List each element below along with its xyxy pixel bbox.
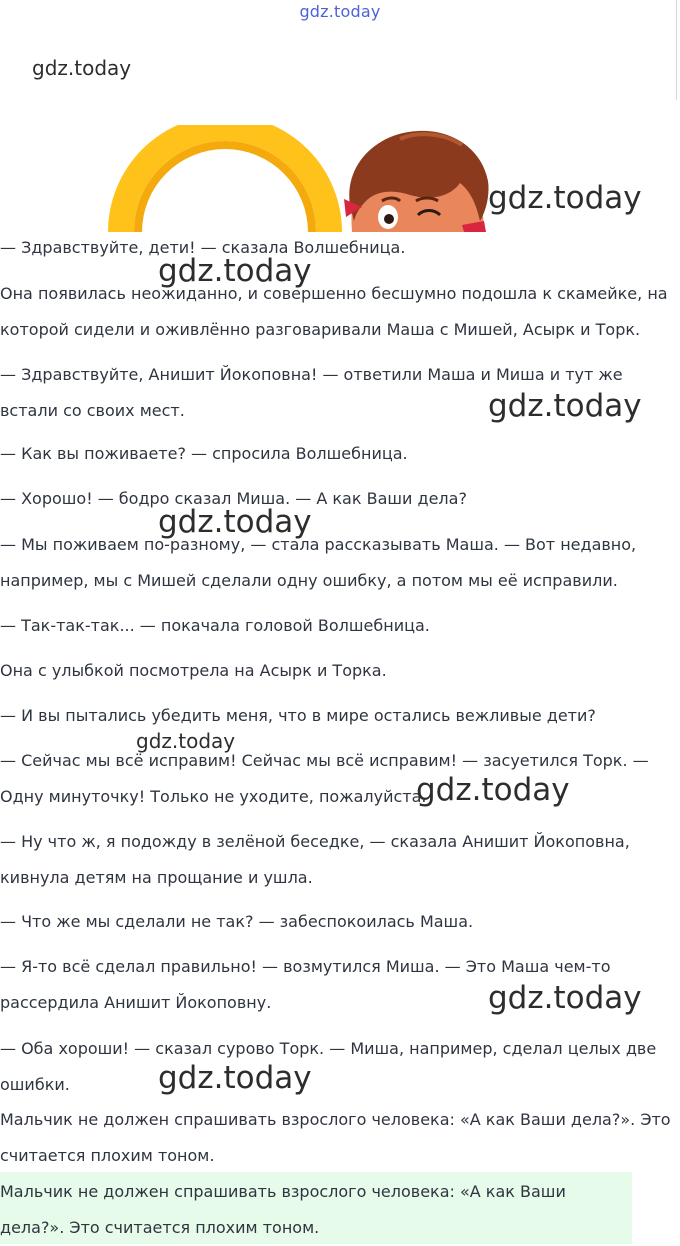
story-paragraph: — Здравствуйте, Анишит Йокоповна! — ответили Маша и Миша и тут же встали со своих мест.	[0, 365, 623, 420]
story-paragraph: — Как вы поживаете? — спросила Волшебница.	[0, 444, 408, 463]
answer-highlighted-text: Мальчик не должен спрашивать взрослого человека: «А как Ваши дела?». Это считается плохим тоном.	[0, 1182, 566, 1237]
story-paragraph: — Оба хороши! — сказал сурово Торк. — Миша, например, сделал целых две ошибки.	[0, 1039, 657, 1094]
story-paragraph: — И вы пытались убедить меня, что в мире остались вежливые дети?	[0, 706, 596, 725]
watermark: gdz.today	[416, 772, 570, 808]
story-paragraph: — Что же мы сделали не так? — забеспокоилась Маша.	[0, 912, 474, 931]
story-paragraph: — Сейчас мы всё исправим! Сейчас мы всё исправим! — засуетился Торк. — Одну минуточку! Только не уходите, пожалуйста.	[0, 751, 649, 806]
watermark: gdz.today	[158, 1060, 312, 1096]
story-paragraph: — Мы поживаем по-разному, — стала рассказывать Маша. — Вот недавно, например, мы с Мишей сделали одну ошибку, а потом мы её исправили.	[0, 535, 637, 590]
watermark: gdz.today	[158, 253, 312, 289]
rainbow-and-boy-illustration	[100, 125, 500, 232]
watermark: gdz.today	[136, 729, 236, 753]
watermark: gdz.today	[158, 504, 312, 540]
watermark: gdz.today	[32, 56, 132, 80]
story-paragraph: — Ну что ж, я подожду в зелёной беседке, — сказала Анишит Йокоповна, кивнула детям на прощание и ушла.	[0, 832, 630, 887]
story-paragraph: — Здравствуйте, дети! — сказала Волшебница.	[0, 238, 406, 257]
watermark: gdz.today	[488, 388, 642, 424]
divider	[676, 0, 677, 100]
story-paragraph: — Хорошо! — бодро сказал Миша. — А как Ваши дела?	[0, 489, 467, 508]
story-paragraph: — Я-то всё сделал правильно! — возмутился Миша. — Это Маша чем-то рассердила Анишит Йокоповну.	[0, 957, 611, 1012]
watermark: gdz.today	[488, 180, 642, 216]
site-link[interactable]: gdz.today	[299, 2, 381, 21]
watermark: gdz.today	[488, 980, 642, 1016]
story-paragraph: Она появилась неожиданно, и совершенно бесшумно подошла к скамейке, на которой сидели и оживлённо разговаривали Маша с Мишей, Асырк и Торк.	[0, 284, 668, 339]
answer-text: Мальчик не должен спрашивать взрослого человека: «А как Ваши дела?». Это считается плохим тоном.	[0, 1110, 671, 1165]
boy-head	[344, 131, 489, 232]
story-paragraph: Она с улыбкой посмотрела на Асырк и Торка.	[0, 661, 387, 680]
story-paragraph: — Так-так-так... — покачала головой Волшебница.	[0, 616, 430, 635]
